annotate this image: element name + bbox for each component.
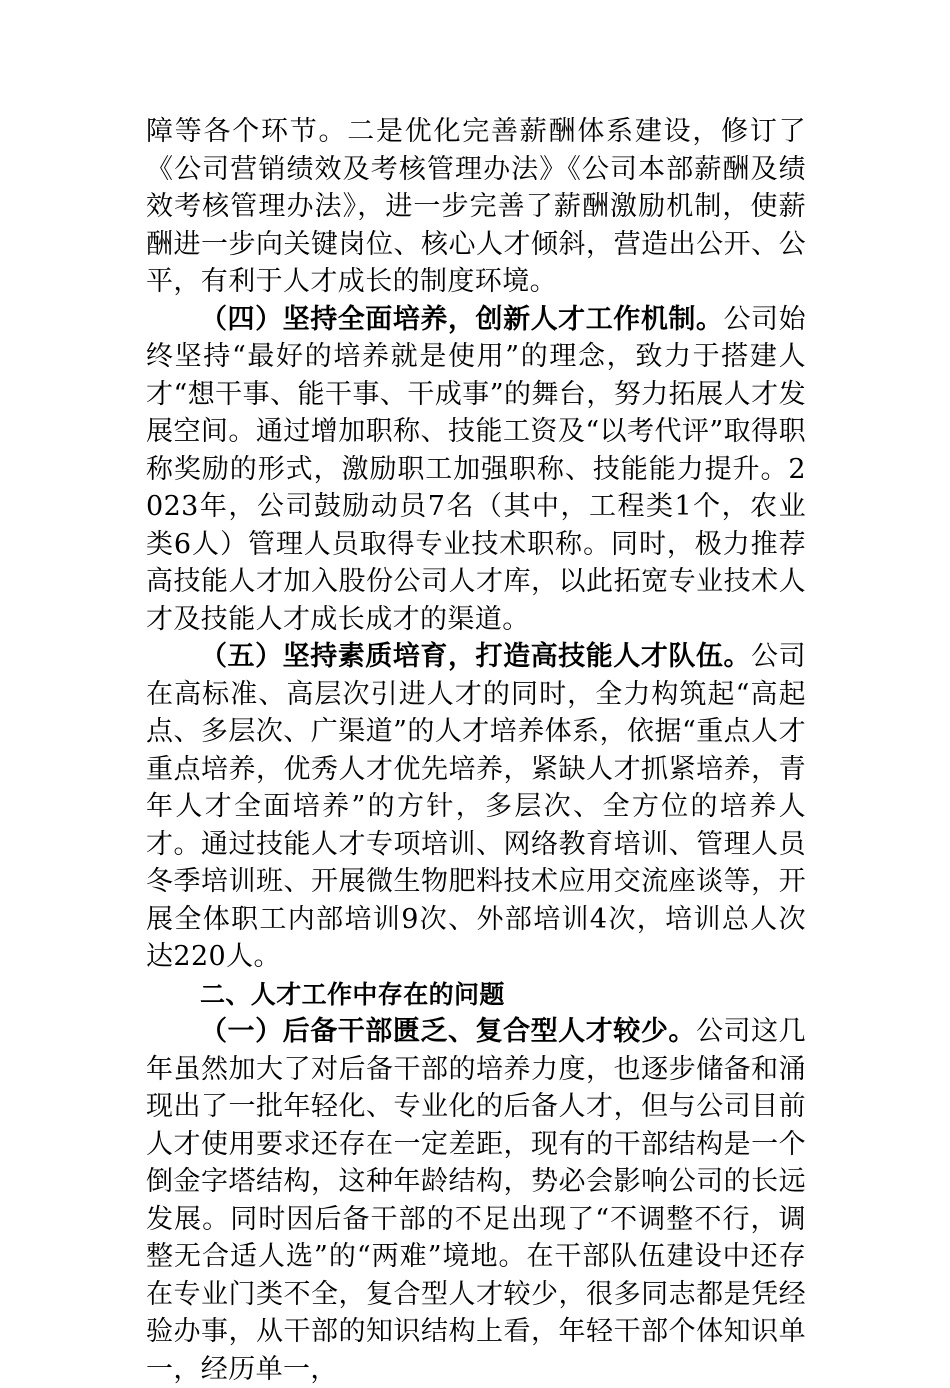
paragraph-body: 公司在高标准、高层次引进人才的同时，全力构筑起“高起点、多层次、广渠道”的人才培养体系，依据“重点人才重点培养，优秀人才优先培养，紧缺人才抓紧培养，青年人才全面培养”的方针，多层次、全方位的培养人才。通过技能人才专项培训、网络教育培训、管理人员冬季培训班、开展微生物肥料技术应用交流座谈等，开展全体职工内部培训9次、外部培训4次，培训总人次达220人。 [146, 641, 806, 972]
document-page [146, 113, 806, 1388]
paragraph-body: 公司这几年虽然加大了对后备干部的培养力度，也逐步储备和涌现出了一批年轻化、专业化的后备人才，但与公司目前人才使用要求还存在一定差距，现有的干部结构是一个倒金字塔结构，这种年龄结构，势必会影响公司的长远发展。同时因后备干部的不足出现了“不调整不行，调整无合适人选”的“两难”境地。在干部队伍建设中还存在专业门类不全，复合型人才较少，很多同志都是凭经验办事，从干部的知识结构上看，年轻干部个体知识单一，经历单一， [146, 1016, 806, 1385]
paragraph-body: 公司始终坚持“最好的培养就是使用”的理念，致力于搭建人才“想干事、能干事、干成事”的舞台，努力拓展人才发展空间。通过增加职称、技能工资及“以考代评”取得职称奖励的形式，激励职工加强职称、技能能力提升。2023年，公司鼓励动员7名（其中，工程类1个，农业类6人）管理人员取得专业技术职称。同时，极力推荐高技能人才加入股份公司人才库，以此拓宽专业技术人才及技能人才成长成才的渠道。 [146, 303, 806, 635]
section-heading-one: （一）后备干部匮乏、复合型人才较少。 [200, 1016, 696, 1047]
chapter-heading-problems: 二、人才工作中存在的问题 [200, 979, 505, 1009]
section-heading-five: （五）坚持素质培育，打造高技能人才队伍。 [200, 641, 752, 672]
section-heading-four: （四）坚持全面培养，创新人才工作机制。 [200, 303, 724, 335]
paragraph-skills-team [146, 638, 806, 976]
paragraph-reserve-cadres [146, 1013, 806, 1388]
paragraph-salary-system: 障等各个环节。二是优化完善薪酬体系建设，修订了《公司营销绩效及考核管理办法》《公司本部薪酬及绩效考核管理办法》，进一步完善了薪酬激励机制，使薪酬进一步向关键岗位、核心人才倾斜，营造出公开、公平，有利于人才成长的制度环境。 [146, 116, 806, 297]
paragraph-training-mechanism [146, 301, 806, 639]
